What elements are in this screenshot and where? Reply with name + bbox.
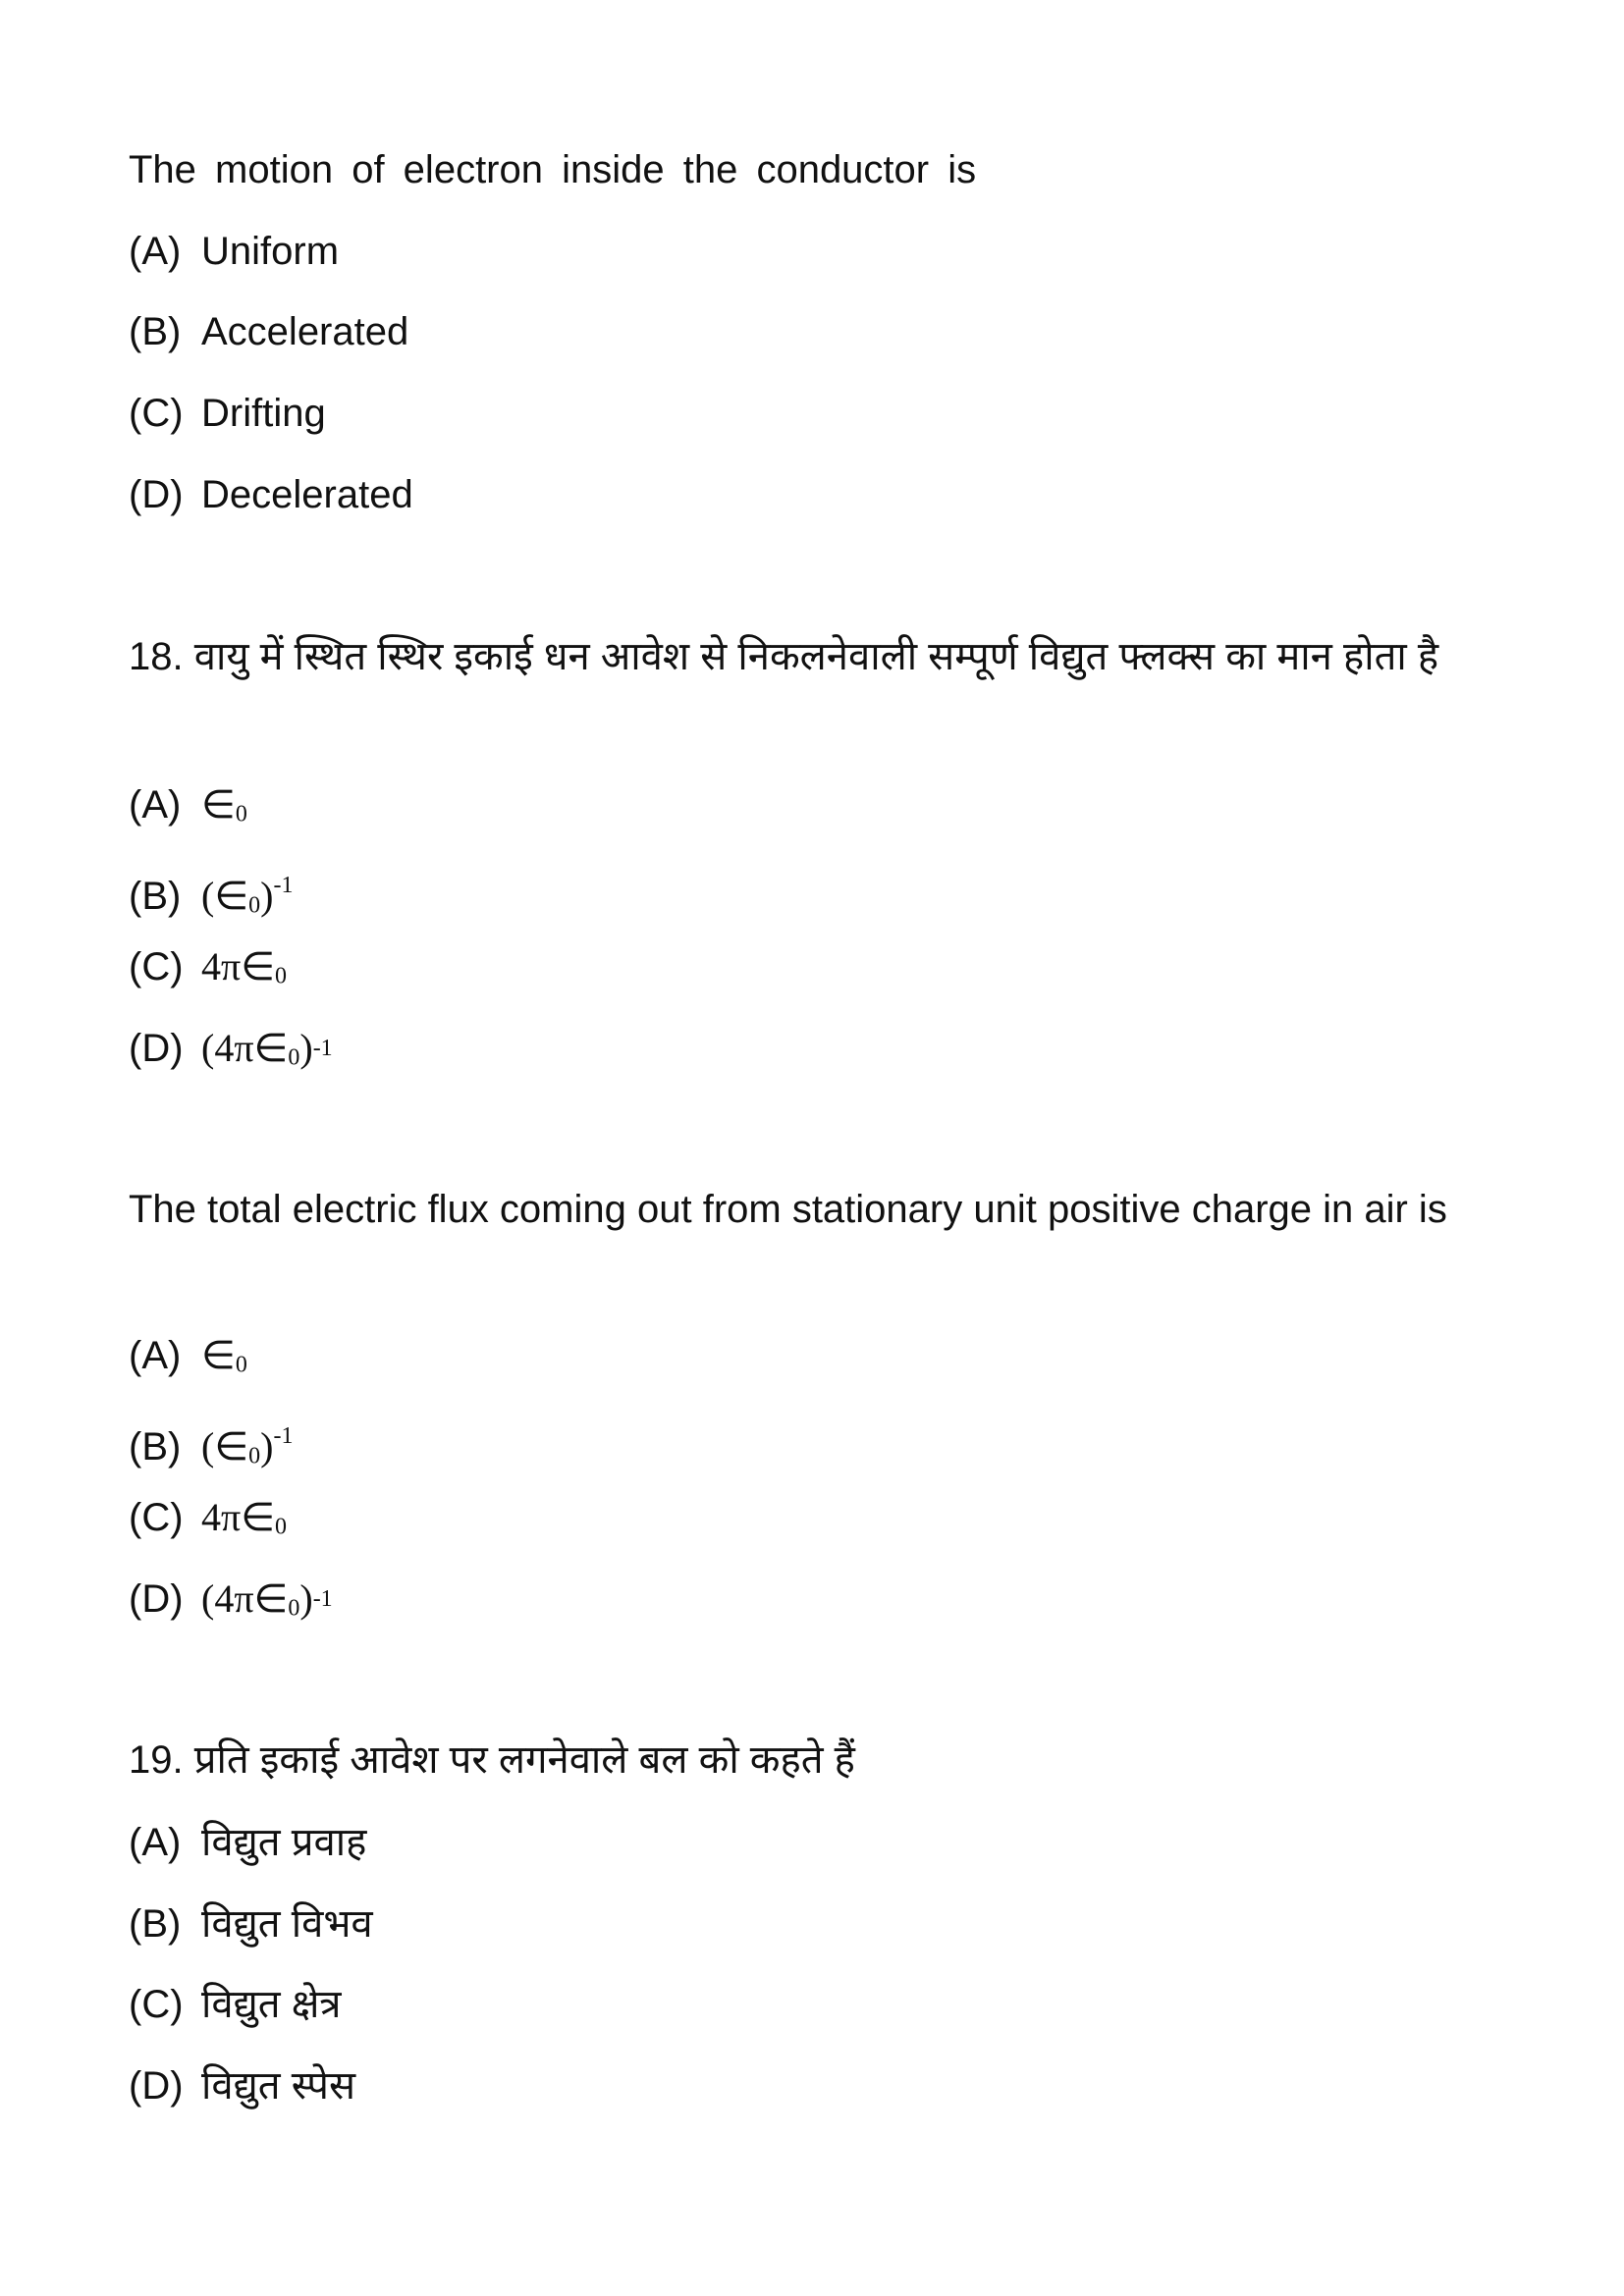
option-c <box>129 1493 287 1552</box>
option-math <box>201 874 294 918</box>
option-b <box>129 1899 373 1949</box>
option-label: (C) <box>129 392 184 435</box>
option-label: (C) <box>129 1496 184 1539</box>
math-base: (4π∈ <box>201 1576 289 1621</box>
question-text: 18. वायु में स्थित स्थिर इकाई धन आवेश से निकलनेवाली सम्पूर्ण विद्युत फ्लक्स का मान होता है <box>129 635 1439 678</box>
option-label: (B) <box>129 1424 182 1468</box>
option-label: (B) <box>129 874 182 918</box>
option-math <box>201 1576 333 1621</box>
math-subscript: 0 <box>235 801 247 828</box>
option-text: विद्युत स्पेस <box>201 2064 356 2108</box>
option-d <box>129 470 413 519</box>
option-math <box>201 1026 333 1070</box>
question-text: 19. प्रति इकाई आवेश पर लगनेवाले बल को कहते हैं <box>129 1738 855 1782</box>
math-superscript: -1 <box>273 1423 294 1449</box>
question-text: The total electric flux coming out from stationary unit positive charge in air is <box>129 1188 1447 1231</box>
option-a <box>129 227 339 276</box>
option-a <box>129 1331 247 1390</box>
math-base: (∈ <box>201 1423 249 1468</box>
option-label: (B) <box>129 1902 182 1946</box>
option-label: (D) <box>129 473 184 516</box>
math-superscript: -1 <box>312 1586 333 1612</box>
option-math <box>201 1424 294 1468</box>
option-text: Decelerated <box>201 473 413 516</box>
math-base: 4π∈ <box>201 1495 276 1539</box>
math-close: ) <box>299 1026 313 1070</box>
math-base: ∈ <box>201 782 236 827</box>
option-c <box>129 1980 341 2029</box>
option-d <box>129 1024 333 1083</box>
math-close: ) <box>260 1423 274 1468</box>
option-label: (D) <box>129 1577 184 1621</box>
option-label: (D) <box>129 1027 184 1070</box>
option-label: (A) <box>129 1334 182 1377</box>
option-math <box>201 1333 247 1377</box>
math-close: ) <box>299 1576 313 1621</box>
question-text: The motion of electron inside the conductor is <box>129 148 977 191</box>
math-subscript: 0 <box>275 963 288 989</box>
math-subscript: 0 <box>248 892 261 919</box>
option-math <box>201 944 287 988</box>
math-superscript: -1 <box>312 1036 333 1061</box>
option-label: (C) <box>129 945 184 988</box>
math-subscript: 0 <box>248 1443 261 1469</box>
option-text: विद्युत विभव <box>201 1902 373 1946</box>
math-subscript: 0 <box>288 1044 300 1071</box>
option-label: (C) <box>129 1983 184 2026</box>
math-close: ) <box>260 873 274 918</box>
option-text: विद्युत प्रवाह <box>201 1821 367 1864</box>
option-label: (A) <box>129 783 182 827</box>
option-label: (A) <box>129 230 182 273</box>
option-text: Uniform <box>201 230 340 273</box>
option-d <box>129 1575 333 1633</box>
option-text: Accelerated <box>201 310 409 353</box>
option-label: (B) <box>129 310 182 353</box>
option-b <box>129 1412 294 1480</box>
math-subscript: 0 <box>275 1514 288 1540</box>
option-text: विद्युत क्षेत्र <box>201 1983 342 2026</box>
option-c <box>129 389 326 438</box>
option-text: Drifting <box>201 392 326 435</box>
option-b <box>129 307 408 356</box>
option-a <box>129 780 247 839</box>
option-math <box>201 1495 287 1539</box>
option-math <box>201 782 247 827</box>
option-label: (D) <box>129 2064 184 2108</box>
option-c <box>129 942 287 1001</box>
math-subscript: 0 <box>235 1352 247 1378</box>
math-superscript: -1 <box>273 873 294 898</box>
math-base: (∈ <box>201 873 249 918</box>
math-base: (4π∈ <box>201 1026 289 1070</box>
option-label: (A) <box>129 1821 182 1864</box>
option-b <box>129 861 294 930</box>
math-subscript: 0 <box>288 1595 300 1622</box>
math-base: 4π∈ <box>201 944 276 988</box>
option-d <box>129 2061 355 2110</box>
option-a <box>129 1818 366 1867</box>
math-base: ∈ <box>201 1333 236 1377</box>
